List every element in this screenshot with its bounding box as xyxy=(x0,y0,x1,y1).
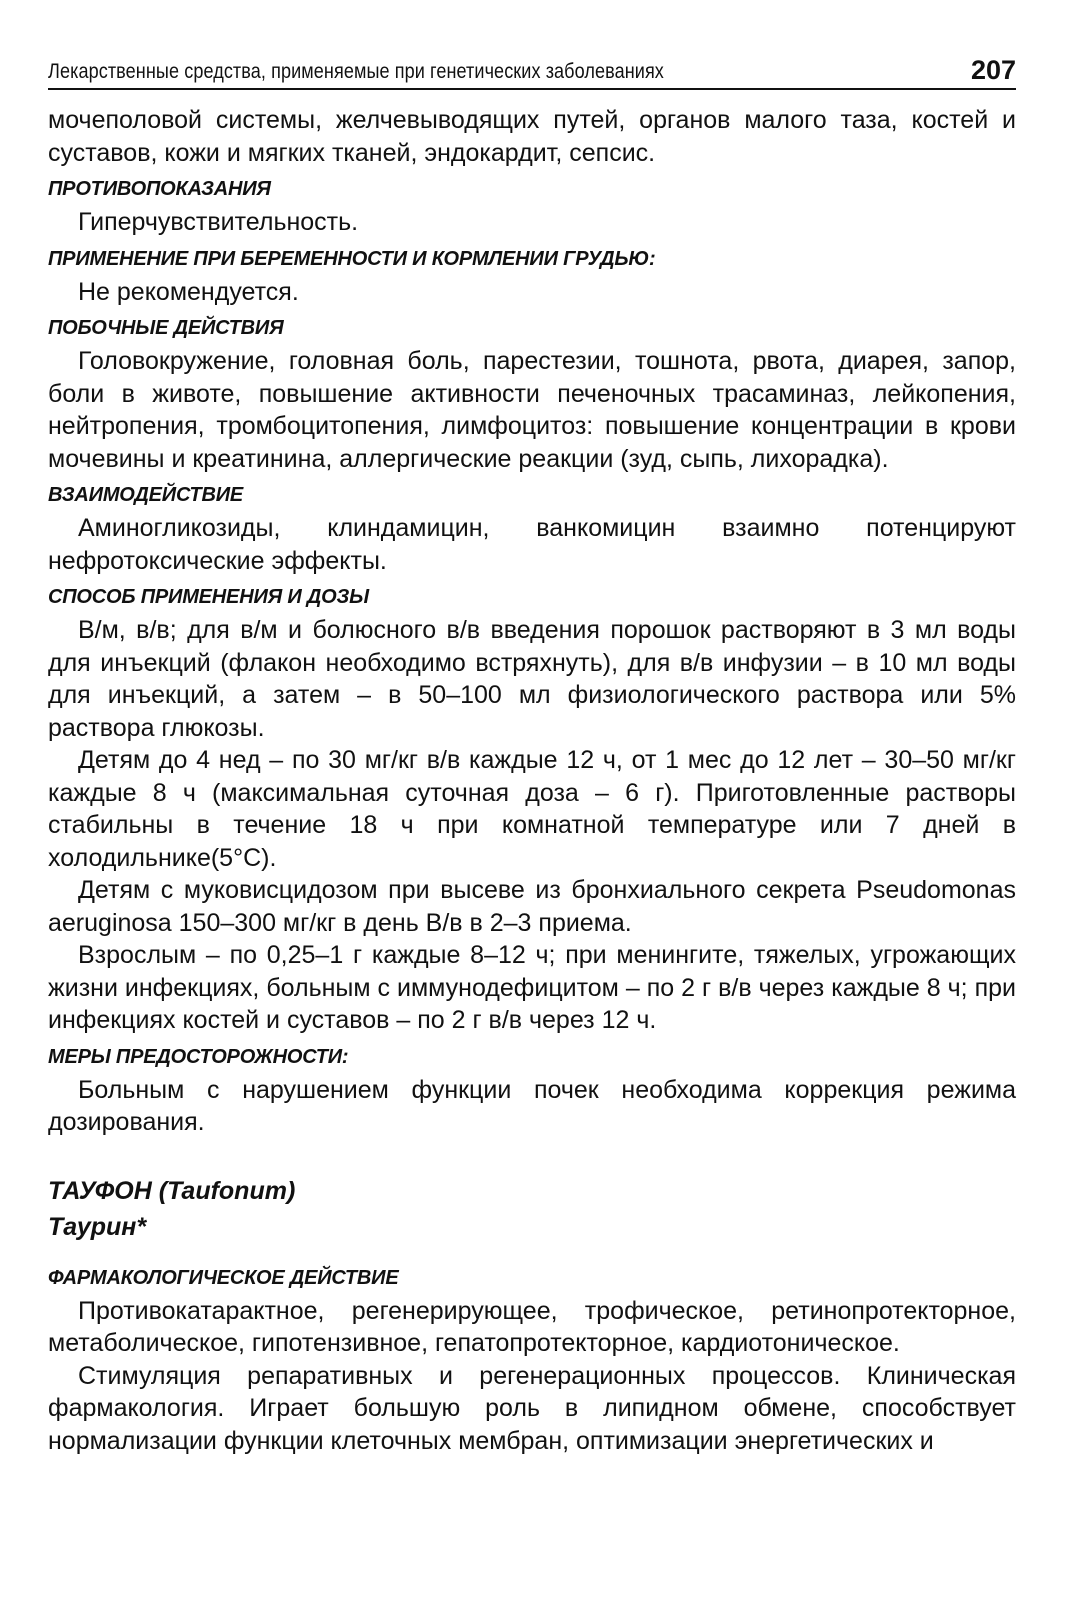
pharmacology-heading: ФАРМАКОЛОГИЧЕСКОЕ ДЕЙСТВИЕ xyxy=(48,1266,399,1289)
page-number: 207 xyxy=(970,55,1016,85)
book-page xyxy=(48,44,1016,1457)
dosage-paragraph: Детям с муковисцидозом при высеве из бронхиального секрета Pseudomonas aeruginosa 150–300 мг/кг в день В/в в 2–3 приема. xyxy=(48,876,1016,937)
drug-name: ТАУФОН (Taufonum) xyxy=(48,1176,296,1205)
drug-title-block xyxy=(48,1173,1016,1245)
dosage-heading: СПОСОБ ПРИМЕНЕНИЯ И ДОЗЫ xyxy=(48,586,369,608)
page-body xyxy=(48,104,1016,1457)
pharmacology-paragraph: Противокатарактное, регенерирующее, трофическое, ретинопротекторное, метаболическое, гипотензивное, гепатопротекторное, кардиотоническое. xyxy=(48,1296,1016,1357)
interaction-heading: ВЗАИМОДЕЙСТВИЕ xyxy=(48,484,244,506)
pregnancy-text: Не рекомендуется. xyxy=(78,277,299,306)
contraindications-text: Гиперчувствительность. xyxy=(78,208,359,236)
interaction-text: Аминогликозиды, клиндамицин, ванкомицин взаимно потенцируют нефротоксические эффекты. xyxy=(48,514,1016,575)
side-effects-text: Головокружение, головная боль, парестезии, тошнота, рвота, диарея, запор, боли в животе, повышение активности печеночных трасаминаз, лейкопения, нейтропения, тромбоцитопения, лимфоцитоз: повышение концентрации в крови мочевины и креатинина, аллергические реакции (зуд, сыпь, лихорадка). xyxy=(48,347,1016,473)
precautions-text: Больным с нарушением функции почек необходима коррекция режима дозирования. xyxy=(48,1075,1016,1136)
running-header xyxy=(48,44,1016,90)
drug-substance: Таурин* xyxy=(48,1212,147,1241)
dosage-paragraph: Детям до 4 нед – по 30 мг/кг в/в каждые 12 ч, от 1 мес до 12 лет – 30–50 мг/кг каждые 8 ч (максимальная суточная доза – 6 г). Приготовленные растворы стабильны в течение 18 ч при комнатной температуре или 7 дней в холодильнике(5°С). xyxy=(48,746,1016,872)
contraindications-heading: ПРОТИВОПОКАЗАНИЯ xyxy=(48,178,271,200)
precautions-heading: МЕРЫ ПРЕДОСТОРОЖНОСТИ: xyxy=(48,1045,349,1068)
dosage-paragraph: В/м, в/в; для в/м и болюсного в/в введения порошок растворяют в 3 мл воды для инъекций (флакон необходимо встряхнуть), для в/в инфузии – в 10 мл воды для инъекций, а затем – в 50–100 мл физиологического раствора или 5% раствора глюкозы. xyxy=(48,616,1016,742)
running-title: Лекарственные средства, применяемые при генетических заболеваниях xyxy=(48,60,664,83)
dosage-paragraph: Взрослым – по 0,25–1 г каждые 8–12 ч; при менингите, тяжелых, угрожающих жизни инфекциях, больным с иммунодефицитом – по 2 г в/в через каждые 8 ч; при инфекциях костей и суставов – по 2 г в/в через 12 ч. xyxy=(48,941,1016,1034)
pharmacology-paragraph: Стимуляция репаративных и регенерационных процессов. Клиническая фармакология. Играет большую роль в липидном обмене, способствует нормализации функции клеточных мембран, оптимизации энергетических и xyxy=(48,1361,1016,1455)
side-effects-heading: ПОБОЧНЫЕ ДЕЙСТВИЯ xyxy=(48,317,284,339)
continuation-paragraph: мочеполовой системы, желчевыводящих путей, органов малого таза, костей и суставов, кожи и мягких тканей, эндокардит, сепсис. xyxy=(48,106,1016,167)
pregnancy-heading: ПРИМЕНЕНИЕ ПРИ БЕРЕМЕННОСТИ И КОРМЛЕНИИ ГРУДЬЮ: xyxy=(48,247,656,270)
